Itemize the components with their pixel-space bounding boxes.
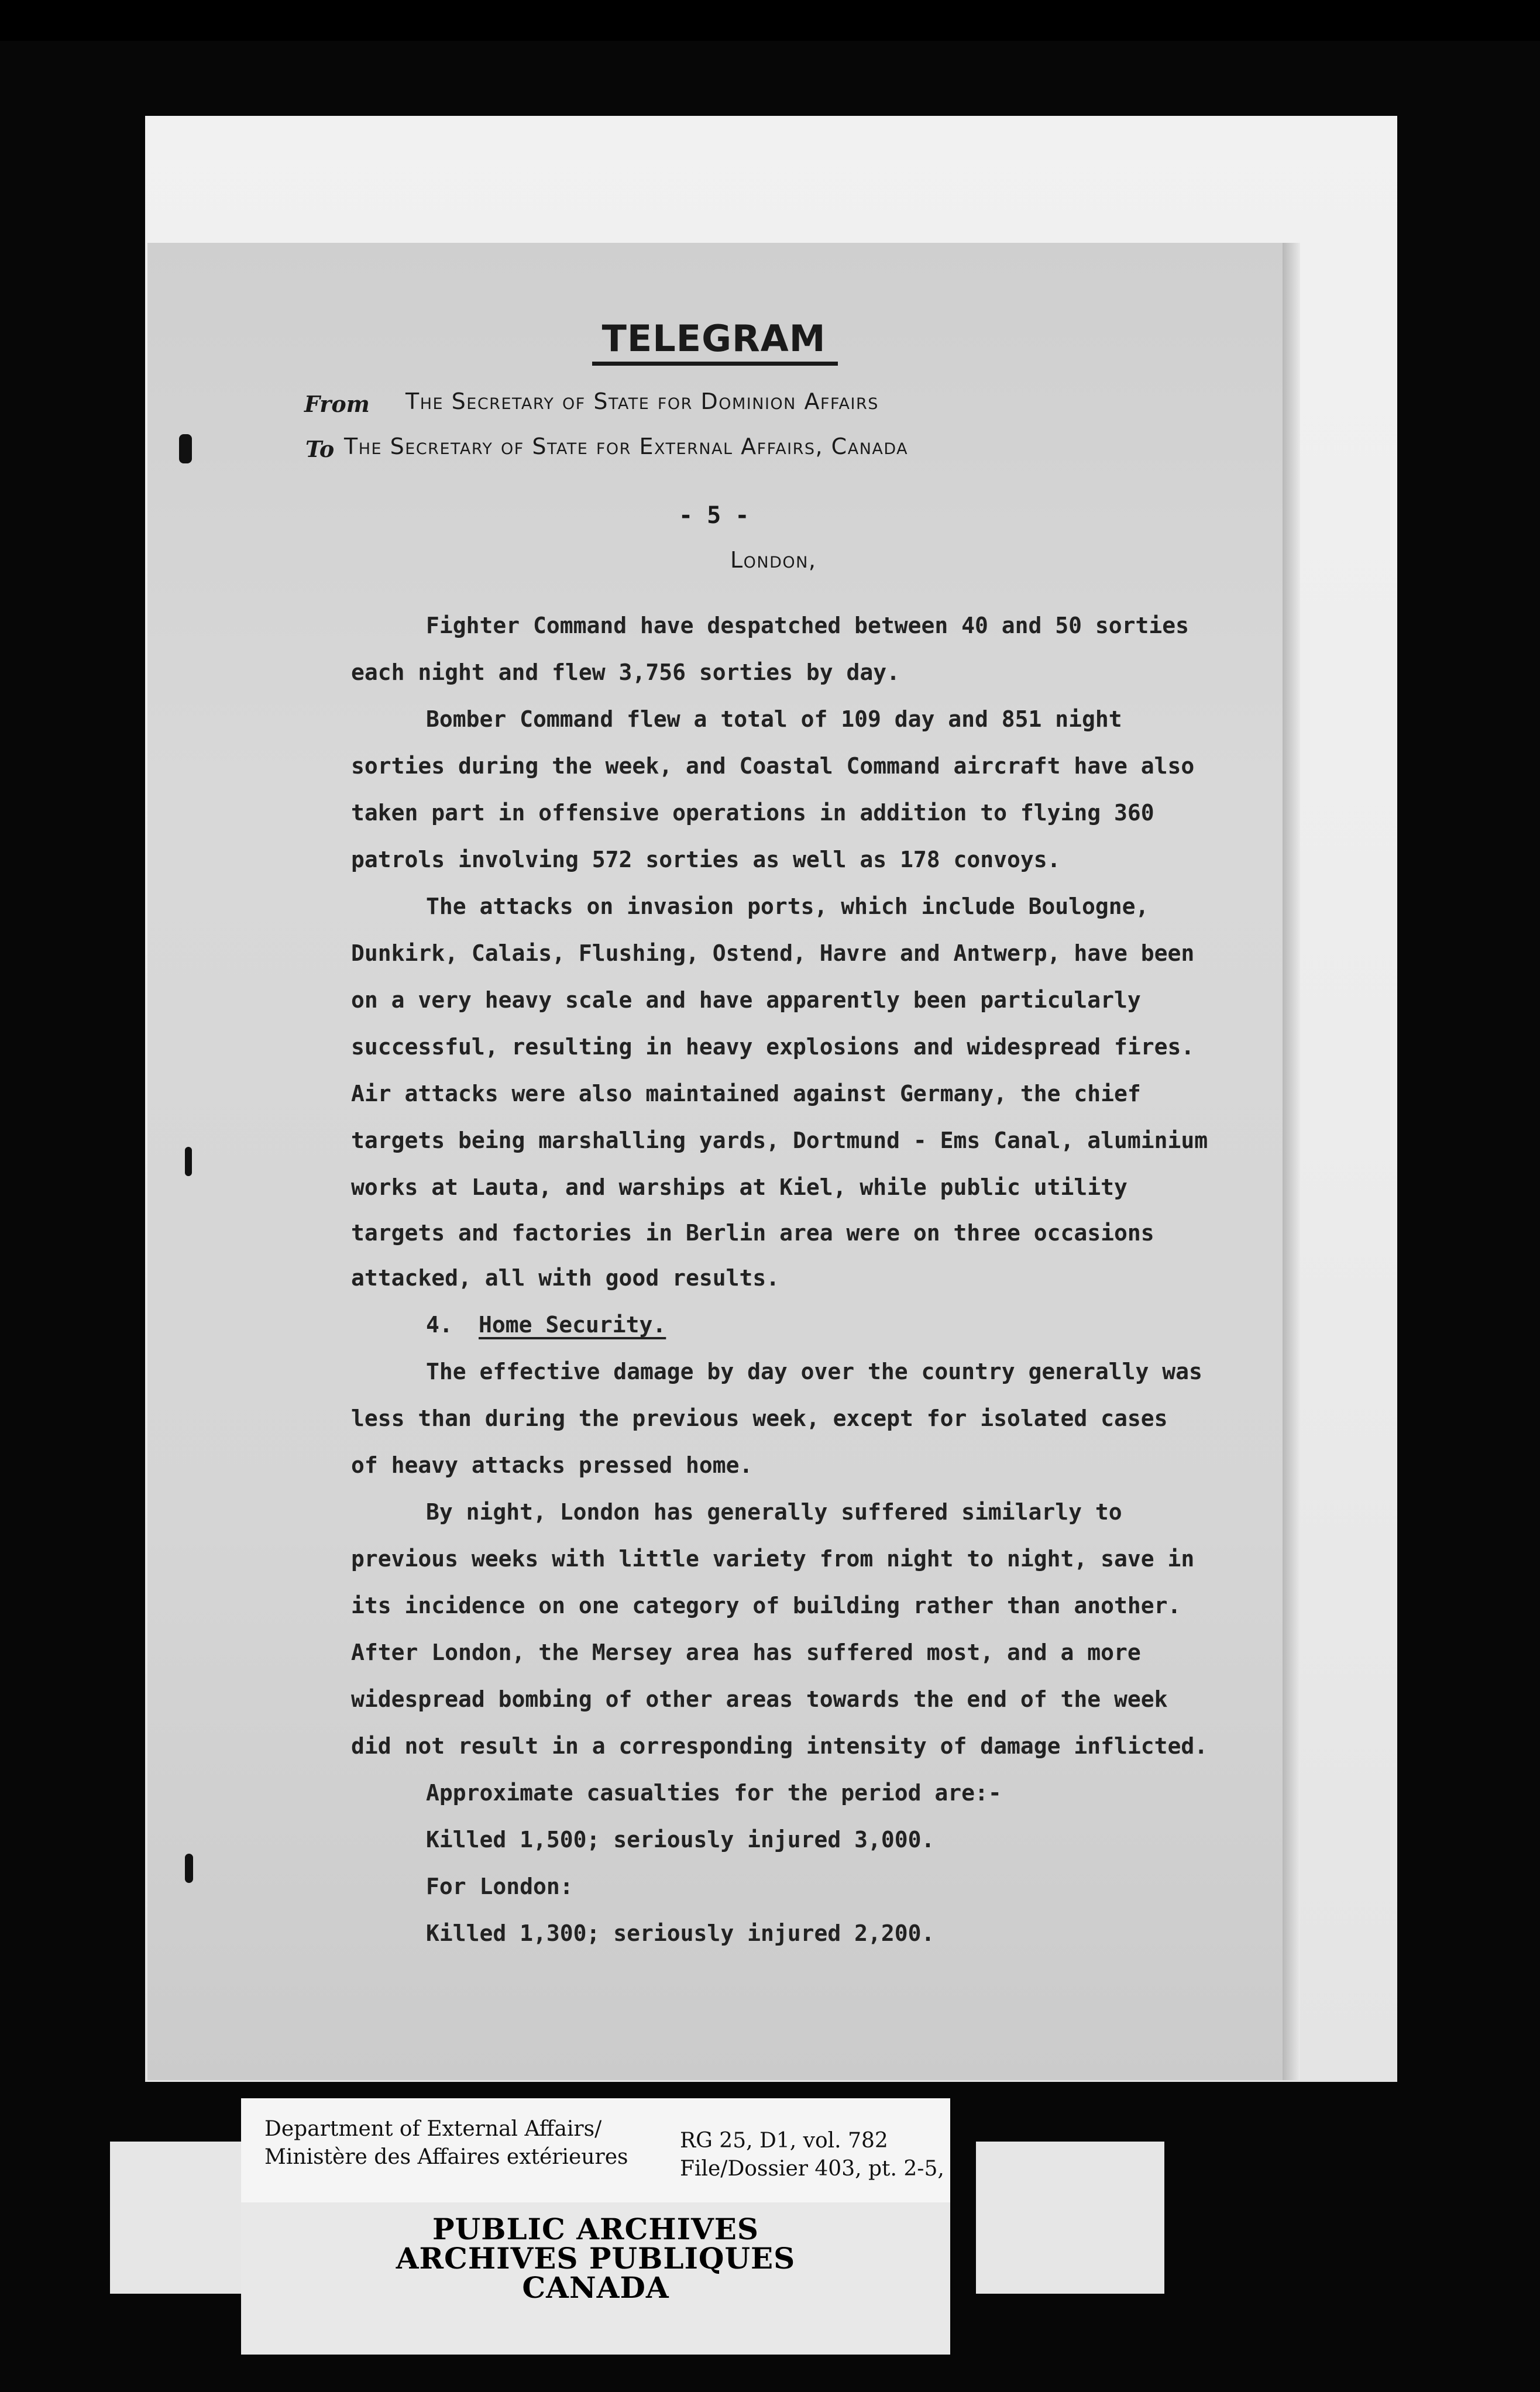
body-line: its incidence on one category of building rather than another. xyxy=(351,1593,1181,1618)
body-line: Fighter Command have despatched between 40 and 50 sorties xyxy=(426,613,1190,638)
body-line: The attacks on invasion ports, which include Boulogne, xyxy=(426,893,1149,919)
punch-hole xyxy=(179,434,192,463)
body-line: After London, the Mersey area has suffered most, and a more xyxy=(351,1640,1141,1665)
body-line: works at Lauta, and warships at Kiel, while public utility xyxy=(351,1174,1128,1200)
department-fr: Ministère des Affaires extérieures xyxy=(264,2145,628,2169)
casualties-line: Killed 1,500; seriously injured 3,000. xyxy=(426,1827,935,1853)
body-line: of heavy attacks pressed home. xyxy=(351,1452,753,1478)
label-tab-left xyxy=(110,2142,250,2294)
body-line: each night and flew 3,756 sorties by day. xyxy=(351,659,900,685)
body-line: Bomber Command flew a total of 109 day and 851 night xyxy=(426,706,1122,732)
punch-hole xyxy=(185,1854,193,1883)
punch-hole xyxy=(185,1147,192,1176)
body-line: previous weeks with little variety from night to night, save in xyxy=(351,1546,1195,1572)
city-line: London, xyxy=(730,547,817,573)
body-line: targets being marshalling yards, Dortmund - Ems Canal, aluminium xyxy=(351,1128,1208,1153)
archives-stamp-line-1: PUBLIC ARCHIVES xyxy=(432,2212,759,2246)
body-line: sorties during the week, and Coastal Command aircraft have also xyxy=(351,753,1195,779)
department-en: Department of External Affairs/ xyxy=(264,2117,602,2141)
body-line: widespread bombing of other areas towards the end of the week xyxy=(351,1686,1168,1712)
body-line: targets and factories in Berlin area were on three occasions xyxy=(351,1220,1154,1246)
body-line: attacked, all with good results. xyxy=(351,1265,780,1291)
archives-stamp-line-3: CANADA xyxy=(522,2270,669,2305)
body-line: Dunkirk, Calais, Flushing, Ostend, Havre and Antwerp, have been xyxy=(351,940,1195,966)
body-line: did not result in a corresponding intensity of damage inflicted. xyxy=(351,1733,1208,1759)
body-line: Approximate casualties for the period are:- xyxy=(426,1780,1002,1806)
label-tab-right xyxy=(976,2142,1164,2294)
to-text: The Secretary of State for External Affairs, Canada xyxy=(344,434,909,459)
body-line: For London: xyxy=(426,1874,573,1899)
reference-line-1: RG 25, D1, vol. 782 xyxy=(680,2129,888,2153)
sheet-edge xyxy=(1283,243,1300,2080)
body-line: patrols involving 572 sorties as well as 178 convoys. xyxy=(351,847,1061,872)
body-line: Air attacks were also maintained against Germany, the chief xyxy=(351,1081,1141,1106)
casualties-line: Killed 1,300; seriously injured 2,200. xyxy=(426,1920,935,1946)
body-line: By night, London has generally suffered similarly to xyxy=(426,1499,1122,1525)
from-text: The Secretary of State for Dominion Affairs xyxy=(405,389,879,414)
telegram-title: TELEGRAM xyxy=(601,317,826,360)
page-number: - 5 - xyxy=(679,502,750,529)
body-line: successful, resulting in heavy explosions and widespread fires. xyxy=(351,1034,1195,1060)
section-number: 4. xyxy=(426,1312,453,1338)
body-line: less than during the previous week, except for isolated cases xyxy=(351,1405,1168,1431)
film-border-top xyxy=(0,0,1540,41)
title-underline xyxy=(592,362,838,366)
from-label: From xyxy=(304,391,370,417)
body-line: on a very heavy scale and have apparently been particularly xyxy=(351,987,1141,1013)
archives-stamp-line-2: ARCHIVES PUBLIQUES xyxy=(396,2241,796,2276)
body-line: taken part in offensive operations in addition to flying 360 xyxy=(351,800,1154,826)
to-label: To xyxy=(305,436,335,462)
body-line: The effective damage by day over the country generally was xyxy=(426,1359,1202,1384)
section-heading: Home Security. xyxy=(479,1312,666,1338)
reference-line-2: File/Dossier 403, pt. 2-5, xyxy=(680,2157,944,2181)
